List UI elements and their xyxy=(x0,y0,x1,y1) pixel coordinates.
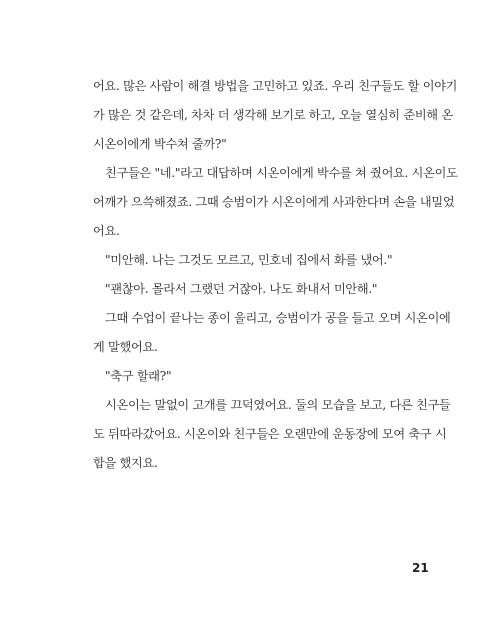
text-line: "괜찮아. 몰라서 그랬던 거잖아. 나도 화내서 미안해." xyxy=(105,282,378,296)
text-line: 어요. xyxy=(93,224,120,238)
text-line: 어깨가 으쓱해졌죠. 그때 승범이가 시온이에게 사과한다며 손을 내밀었 xyxy=(93,195,455,209)
story-text xyxy=(93,72,458,478)
text-line: "미안해. 나는 그것도 모르고, 민호네 집에서 화를 냈어." xyxy=(105,253,393,267)
text-line: 어요. 많은 사람이 해결 방법을 고민하고 있죠. 우리 친구들도 할 이야기 xyxy=(93,79,458,93)
text-line: 도 뒤따라갔어요. 시온이와 친구들은 오랜만에 운동장에 모여 축구 시 xyxy=(93,427,447,441)
text-line: 친구들은 "네."라고 대답하며 시온이에게 박수를 쳐 줬어요. 시온이도 xyxy=(105,166,458,180)
text-line: 게 말했어요. xyxy=(93,340,158,354)
text-line: 합을 했지요. xyxy=(93,456,158,470)
text-line: 시온이에게 박수쳐 줄까?" xyxy=(93,137,227,151)
text-line: "축구 할래?" xyxy=(105,369,172,383)
page-number: 21 xyxy=(412,561,429,575)
text-line: 시온이는 말없이 고개를 끄덕였어요. 둘의 모습을 보고, 다른 친구들 xyxy=(105,398,451,412)
text-line: 가 많은 것 같은데, 차차 더 생각해 보기로 하고, 오늘 열심히 준비해 온 xyxy=(93,108,453,122)
text-line: 그때 수업이 끝나는 종이 울리고, 승범이가 공을 들고 오며 시온이에 xyxy=(105,311,451,325)
